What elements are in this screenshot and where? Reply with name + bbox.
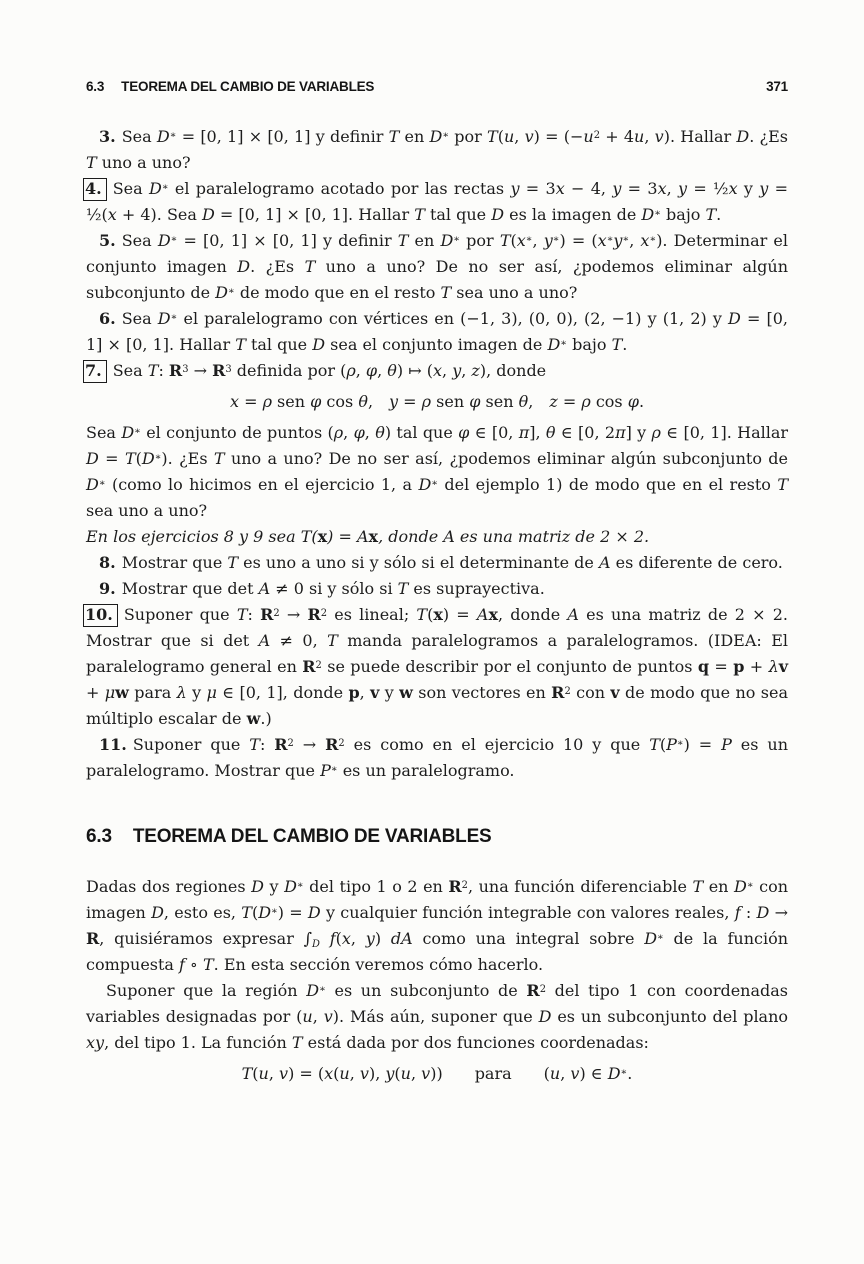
exercise-number: 9. bbox=[99, 579, 116, 598]
exercise-number: 5. bbox=[99, 231, 116, 250]
exercise-11: 11. Suponer que T: $R^2 \to R^2$ es como en el ejercicio 10 y que T(P∗) = P es un paralelogramo. Mostrar que P∗ es un paralelogramo. bbox=[86, 735, 789, 780]
section-title: TEOREMA DEL CAMBIO DE VARIABLES bbox=[132, 826, 492, 847]
equation-T-coordinates: T(u, v) = (x(u, v), y(u, v)) para (u, v) ∈ D∗. bbox=[241, 1064, 633, 1083]
section-heading bbox=[86, 824, 788, 850]
section-number: 6.3 bbox=[86, 826, 112, 847]
exercise-number: 4. bbox=[83, 178, 107, 201]
exercise-9: 9. Mostrar que det A ≠ 0 si y sólo si T es suprayectiva. bbox=[99, 579, 545, 598]
exercise-number: 11. bbox=[99, 735, 127, 754]
running-header-section-number: 6.3 bbox=[86, 79, 105, 94]
instructions-8-9: En los ejercicios 8 y 9 sea T(x) = Ax, donde A es una matriz de 2 × 2. bbox=[86, 527, 650, 546]
exercise-8: 8. Mostrar que T es uno a uno si y sólo si el determinante de A es diferente de cero. bbox=[99, 553, 783, 572]
exercise-number: 8. bbox=[99, 553, 116, 572]
exercise-7: 7. Sea T: $R^3 \to R^3$ definida por (ρ, φ, θ) ↦ (x, y, z), donde bbox=[86, 358, 788, 384]
exercise-10: 10. Suponer que T: $R^2 \to R^2$ es lineal; T(x) = Ax, donde A es una matriz de 2 × 2. Mostrar que si det A ≠ 0, T manda paralelogramos a paralelogramos. (IDEA: El paralelogramo general en $R^2$ se puede describir por el conjunto de puntos q = p + λv + μw para λ y μ ∈ [0, 1], donde p, v y w son vectores en $R^2$ con v de modo que no sea múltiplo escalar de w.) bbox=[85, 605, 789, 728]
exercise-6: 6. Sea D∗ el paralelogramo con vértices en (−1, 3), (0, 0), (2, −1) y (1, 2) y D = [0, 1] × [0, 1]. Hallar T tal que D sea el conjunto imagen de D∗ bajo T. bbox=[86, 309, 789, 354]
exercise-5: 5. Sea D∗ = [0, 1] × [0, 1] y definir T en D∗ por T(x∗, y∗) = (x∗y∗, x∗). Determinar el conjunto imagen D. ¿Es T uno a uno? De no ser así, ¿podemos eliminar algún subconjunto de D∗ de modo que en el resto T sea uno a uno? bbox=[86, 231, 788, 302]
running-header bbox=[86, 74, 788, 100]
setup-paragraph: Suponer que la región D∗ es un subconjunto de $R^2$ del tipo 1 con coordenadas variables designadas por (u, v). Más aún, suponer que D es un subconjunto del plano xy, del tipo 1. La función T está dada por dos funciones coordenadas: bbox=[86, 981, 789, 1052]
exercise-number: 3. bbox=[99, 127, 116, 146]
running-header-title: TEOREMA DEL CAMBIO DE VARIABLES bbox=[121, 79, 375, 94]
page-number: 371 bbox=[766, 79, 788, 94]
intro-paragraph: Dadas dos regiones D y D∗ del tipo 1 o 2 en $R^2$, una función diferenciable T en D∗ con imagen D, esto es, T(D∗) = D y cualquier función integrable con valores reales, f : D → R, quisiéramos expresar $\int_D$ f(x, y) dA como una integral sobre D∗ de la función compuesta f ∘ T. En esta sección veremos cómo hacerlo. bbox=[86, 877, 789, 974]
exercise-number: 6. bbox=[99, 309, 116, 328]
exercise-7-continued: Sea D∗ el conjunto de puntos (ρ, φ, θ) tal que φ ∈ [0, π], θ ∈ [0, 2π] y ρ ∈ [0, 1]. Hallar D = T(D∗). ¿Es T uno a uno? De no ser así, ¿podemos eliminar algún subconjunto de D∗ (como lo hicimos en el ejercicio 1, a D∗ del ejemplo 1) de modo que en el resto T sea uno a uno? bbox=[86, 423, 789, 520]
equation-spherical: x = ρ sen φ cos θ, y = ρ sen φ sen θ, z = ρ cos φ. bbox=[229, 392, 645, 411]
exercise-number: 7. bbox=[83, 360, 107, 383]
exercise-4: 4. Sea D∗ el paralelogramo acotado por las rectas y = 3x − 4, y = 3x, y = ½x y y = ½(x + 4). Sea D = [0, 1] × [0, 1]. Hallar T tal que D es la imagen de D∗ bajo T. bbox=[85, 179, 789, 224]
page-body bbox=[86, 124, 788, 1087]
running-header-left bbox=[86, 74, 374, 100]
exercise-number: 10. bbox=[83, 604, 118, 627]
exercise-3: 3. Sea D∗ = [0, 1] × [0, 1] y definir T en D∗ por T(u, $v) = (-u^2 + 4u$, v). Hallar D. ¿Es T uno a uno? bbox=[86, 127, 789, 172]
